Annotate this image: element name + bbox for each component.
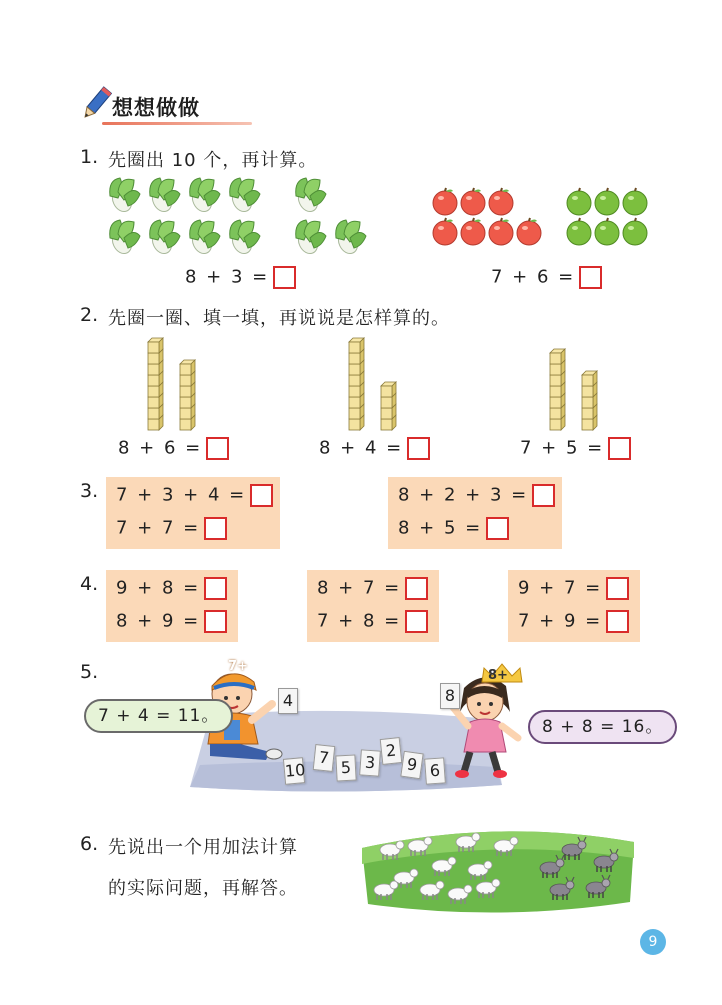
pencil-icon bbox=[80, 84, 112, 124]
cube-tall-stack bbox=[349, 386, 360, 397]
q2-equation-2 bbox=[319, 437, 430, 460]
cube-tall-stack bbox=[148, 364, 159, 375]
q3-left-row-2 bbox=[116, 517, 227, 540]
q4-panel-2-row-1-text: 8 + 7 = bbox=[317, 577, 402, 599]
cube-short-stack bbox=[180, 386, 191, 397]
section-title: 想想做做 bbox=[112, 96, 200, 120]
cube-tall-stack bbox=[349, 353, 360, 364]
ground-card: 9 bbox=[400, 751, 423, 780]
cube-tall-stack bbox=[148, 397, 159, 408]
cube-short-stack bbox=[582, 375, 593, 386]
answer-box[interactable] bbox=[273, 266, 296, 289]
cube-tall-stack bbox=[550, 386, 561, 397]
cube-short-stack bbox=[582, 419, 593, 430]
q3-left-row-1-text: 7 + 3 + 4 = bbox=[116, 484, 247, 506]
q3-right-row-1 bbox=[398, 484, 555, 507]
question-1-number: 1. bbox=[80, 146, 99, 168]
answer-box[interactable] bbox=[608, 437, 631, 460]
q4-panel-3 bbox=[508, 570, 640, 642]
answer-box[interactable] bbox=[405, 577, 428, 600]
answer-box[interactable] bbox=[606, 610, 629, 633]
cube-tall-stack bbox=[349, 408, 360, 419]
cube-tall-stack bbox=[550, 375, 561, 386]
ground-card: 6 bbox=[424, 757, 446, 784]
q3-right-row-2-text: 8 + 5 = bbox=[398, 517, 483, 539]
question-6-line-2: 的实际问题，再解答。 bbox=[108, 878, 298, 899]
question-2-text: 先圈一圈、填一填，再说说是怎样算的。 bbox=[108, 308, 450, 329]
cube-short-stack bbox=[381, 386, 392, 397]
q4-panel-2 bbox=[307, 570, 439, 642]
answer-box[interactable] bbox=[204, 610, 227, 633]
cube-short-stack bbox=[180, 397, 191, 408]
q3-right-row-2 bbox=[398, 517, 509, 540]
cube-tall-stack bbox=[349, 342, 360, 353]
q2-equation-1-text: 8 + 6 = bbox=[118, 437, 203, 459]
q1-equation-left-text: 8 + 3 = bbox=[185, 266, 270, 288]
cube-short-stack bbox=[180, 375, 191, 386]
q4-panel-2-row-2 bbox=[317, 610, 428, 633]
q2-equation-1 bbox=[118, 437, 229, 460]
cube-short-stack bbox=[180, 419, 191, 430]
answer-box[interactable] bbox=[606, 577, 629, 600]
cube-tall-stack bbox=[349, 397, 360, 408]
cube-short-stack bbox=[582, 397, 593, 408]
speech-bubble-left: 7 + 4 = 11。 bbox=[84, 699, 233, 733]
cube-stack-group-2 bbox=[347, 336, 407, 434]
question-4-number: 4. bbox=[80, 573, 99, 595]
q3-panel-right bbox=[388, 477, 562, 549]
cube-tall-stack bbox=[349, 375, 360, 386]
ground-card: 2 bbox=[380, 737, 403, 765]
question-5-number: 5. bbox=[80, 661, 99, 683]
question-1-text: 先圈出 10 个，再计算。 bbox=[108, 150, 318, 171]
q3-left-row-2-text: 7 + 7 = bbox=[116, 517, 201, 539]
cube-tall-stack bbox=[349, 419, 360, 430]
q4-panel-1-row-2 bbox=[116, 610, 227, 633]
cube-short-stack bbox=[381, 419, 392, 430]
speech-bubble-right: 8 + 8 = 16。 bbox=[528, 710, 677, 744]
ground-card: 3 bbox=[359, 749, 381, 776]
cube-short-stack bbox=[582, 386, 593, 397]
section-header bbox=[80, 84, 240, 126]
cube-tall-stack bbox=[148, 386, 159, 397]
answer-box[interactable] bbox=[405, 610, 428, 633]
q3-panel-left bbox=[106, 477, 280, 549]
question-3-number: 3. bbox=[80, 480, 99, 502]
title-underline bbox=[102, 122, 252, 125]
q3-right-row-1-text: 8 + 2 + 3 = bbox=[398, 484, 529, 506]
cube-short-stack bbox=[180, 364, 191, 375]
q2-equation-3-text: 7 + 5 = bbox=[520, 437, 605, 459]
cube-tall-stack bbox=[148, 353, 159, 364]
answer-box[interactable] bbox=[250, 484, 273, 507]
question-2-number: 2. bbox=[80, 304, 99, 326]
boy-number-card: 4 bbox=[278, 688, 298, 714]
cube-short-stack bbox=[381, 408, 392, 419]
ground-card: 7 bbox=[313, 744, 336, 772]
answer-box[interactable] bbox=[204, 577, 227, 600]
q1-equation-right bbox=[491, 266, 602, 289]
q4-panel-3-row-1 bbox=[518, 577, 629, 600]
cube-tall-stack bbox=[148, 342, 159, 353]
q4-panel-1-row-1-text: 9 + 8 = bbox=[116, 577, 201, 599]
q4-panel-2-row-1 bbox=[317, 577, 428, 600]
q2-equation-2-text: 8 + 4 = bbox=[319, 437, 404, 459]
fruit-illustration bbox=[432, 186, 664, 248]
cube-stack-group-3 bbox=[548, 346, 608, 434]
cube-tall-stack bbox=[148, 419, 159, 430]
q1-equation-left bbox=[185, 266, 296, 289]
cube-tall-stack bbox=[148, 375, 159, 386]
q3-left-row-1 bbox=[116, 484, 273, 507]
girl-number-card: 8 bbox=[440, 683, 460, 709]
cube-short-stack bbox=[381, 397, 392, 408]
answer-box[interactable] bbox=[204, 517, 227, 540]
q2-equation-3 bbox=[520, 437, 631, 460]
goats-meadow-illustration bbox=[362, 818, 634, 918]
question-6-line-1: 先说出一个用加法计算 bbox=[108, 837, 298, 858]
answer-box[interactable] bbox=[206, 437, 229, 460]
ground-card: 5 bbox=[335, 754, 356, 781]
q4-panel-3-row-1-text: 9 + 7 = bbox=[518, 577, 603, 599]
cube-tall-stack bbox=[550, 419, 561, 430]
cube-tall-stack bbox=[349, 364, 360, 375]
cube-stack-group-1 bbox=[146, 336, 206, 434]
q4-panel-3-row-2-text: 7 + 9 = bbox=[518, 610, 603, 632]
ground-card: 10 bbox=[283, 757, 305, 785]
answer-box[interactable] bbox=[407, 437, 430, 460]
cube-tall-stack bbox=[550, 364, 561, 375]
answer-box[interactable] bbox=[486, 517, 509, 540]
cube-tall-stack bbox=[550, 408, 561, 419]
cabbage-illustration bbox=[104, 174, 374, 264]
q4-panel-3-row-2 bbox=[518, 610, 629, 633]
q4-panel-1 bbox=[106, 570, 238, 642]
cube-short-stack bbox=[582, 408, 593, 419]
cube-tall-stack bbox=[148, 408, 159, 419]
girl-hat-label: 8+ bbox=[488, 668, 508, 683]
q4-panel-1-row-1 bbox=[116, 577, 227, 600]
boy-hat-label: 7+ bbox=[228, 659, 248, 674]
cube-tall-stack bbox=[550, 353, 561, 364]
page-number-badge: 9 bbox=[640, 929, 666, 955]
q1-equation-right-text: 7 + 6 = bbox=[491, 266, 576, 288]
q4-panel-2-row-2-text: 7 + 8 = bbox=[317, 610, 402, 632]
answer-box[interactable] bbox=[579, 266, 602, 289]
question-6-number: 6. bbox=[80, 833, 99, 855]
cube-short-stack bbox=[180, 408, 191, 419]
q4-panel-1-row-2-text: 8 + 9 = bbox=[116, 610, 201, 632]
cube-tall-stack bbox=[550, 397, 561, 408]
answer-box[interactable] bbox=[532, 484, 555, 507]
